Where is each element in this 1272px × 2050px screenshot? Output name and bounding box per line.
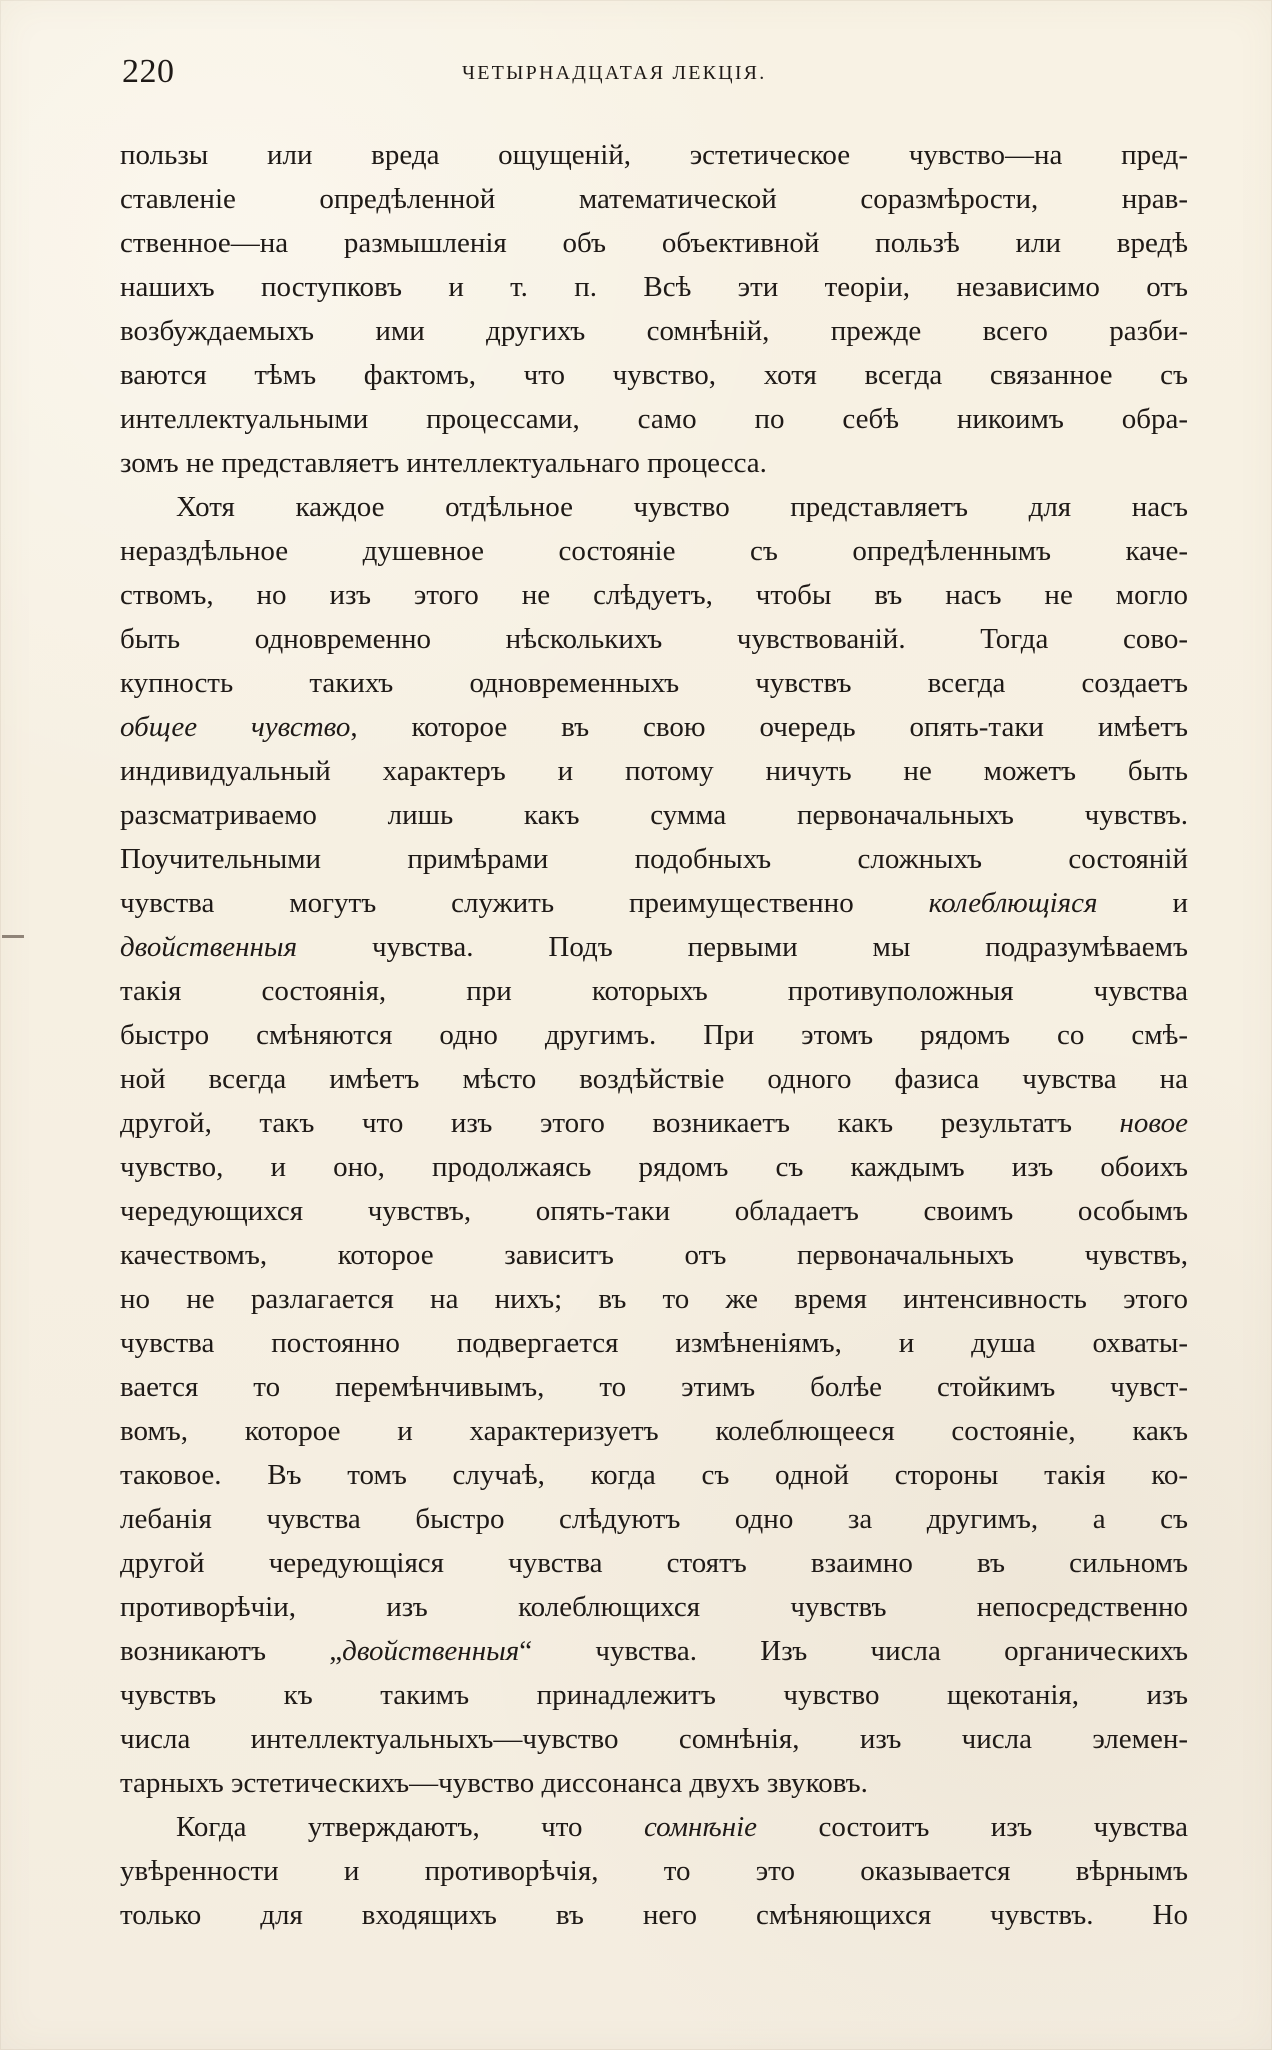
text-segment: но не разлагается на нихъ; въ то же время интенсивность этого	[120, 1283, 1188, 1315]
text-line	[120, 749, 1188, 793]
text-line	[120, 573, 1188, 617]
text-segment: нераздѣльное душевное состояніе съ опредѣленнымъ каче-	[120, 535, 1188, 567]
text-line	[120, 1717, 1188, 1761]
text-segment: чувства постоянно подвергается измѣненіямъ, и душа охваты-	[120, 1327, 1188, 1359]
text-segment: чувства. Подъ первыми мы подразумѣваемъ	[297, 931, 1188, 963]
text-segment: противорѣчіи, изъ колеблющихся чувствъ непосредственно	[120, 1591, 1188, 1623]
text-line	[120, 1057, 1188, 1101]
text-line	[120, 1497, 1188, 1541]
text-line	[120, 485, 1188, 529]
text-segment: быстро смѣняются одно другимъ. При этомъ рядомъ со смѣ-	[120, 1019, 1188, 1051]
text-segment: Поучительными примѣрами подобныхъ сложныхъ состояній	[120, 843, 1188, 875]
text-segment: только для входящихъ въ него смѣняющихся чувствъ. Но	[120, 1899, 1188, 1931]
italic-text-segment: двойственныя	[342, 1635, 520, 1667]
text-line	[120, 837, 1188, 881]
text-segment: ставленіе опредѣленной математической соразмѣрости, нрав-	[120, 183, 1188, 215]
text-segment: другой, такъ что изъ этого возникаетъ какъ результатъ	[120, 1107, 1120, 1139]
text-line	[120, 265, 1188, 309]
text-line	[120, 881, 1188, 925]
text-segment: состоитъ изъ чувства	[757, 1811, 1188, 1843]
italic-text-segment: общее чувство	[120, 711, 351, 743]
text-segment: , которое въ свою очередь опять-таки имѣетъ	[350, 711, 1188, 743]
text-line	[120, 1277, 1188, 1321]
text-segment: Когда утверждаютъ, что	[176, 1811, 644, 1843]
paragraph	[120, 1805, 1188, 1937]
text-segment: разсматриваемо лишь какъ сумма первоначальныхъ чувствъ.	[120, 799, 1188, 831]
text-line	[120, 925, 1188, 969]
text-line	[120, 441, 1188, 485]
text-line	[120, 1233, 1188, 1277]
text-line	[120, 1013, 1188, 1057]
text-segment: нашихъ поступковъ и т. п. Всѣ эти теоріи, независимо отъ	[120, 271, 1188, 303]
text-segment: вомъ, которое и характеризуетъ колеблющееся состояніе, какъ	[120, 1415, 1188, 1447]
text-segment: возникаютъ „	[120, 1635, 343, 1667]
text-line	[120, 1145, 1188, 1189]
page-number: 220	[122, 53, 175, 90]
page-body-text	[120, 133, 1188, 1937]
page-header	[122, 52, 1188, 92]
text-line	[120, 661, 1188, 705]
text-segment: индивидуальный характеръ и потому ничуть не можетъ быть	[120, 755, 1188, 787]
text-segment: ваются тѣмъ фактомъ, что чувство, хотя всегда связанное съ	[120, 359, 1188, 391]
text-segment: числа интеллектуальныхъ—чувство сомнѣнія, изъ числа элемен-	[120, 1723, 1188, 1755]
text-line	[120, 1453, 1188, 1497]
text-segment: такія состоянія, при которыхъ противуположныя чувства	[120, 975, 1188, 1007]
text-line	[120, 1541, 1188, 1585]
text-line	[120, 793, 1188, 837]
paragraph	[120, 133, 1188, 485]
text-line	[120, 1761, 1188, 1805]
text-line	[120, 353, 1188, 397]
italic-text-segment: новое	[1119, 1107, 1188, 1139]
text-segment: возбуждаемыхъ ими другихъ сомнѣній, прежде всего разби-	[120, 315, 1188, 347]
text-segment: чередующихся чувствъ, опять-таки обладаетъ своимъ особымъ	[120, 1195, 1188, 1227]
text-line	[120, 309, 1188, 353]
text-segment: пользы или вреда ощущеній, эстетическое чувство—на пред-	[120, 139, 1188, 171]
text-line	[120, 969, 1188, 1013]
paragraph	[120, 485, 1188, 1805]
text-line	[120, 133, 1188, 177]
text-segment: чувства могутъ служить преимущественно	[120, 887, 929, 919]
text-line	[120, 1101, 1188, 1145]
text-segment: чувство, и оно, продолжаясь рядомъ съ каждымъ изъ обоихъ	[120, 1151, 1188, 1183]
italic-text-segment: колеблющіяся	[928, 887, 1098, 919]
text-segment: таковое. Въ томъ случаѣ, когда съ одной стороны такія ко-	[120, 1459, 1188, 1491]
text-line	[120, 221, 1188, 265]
text-line	[120, 397, 1188, 441]
text-line	[120, 1409, 1188, 1453]
text-line	[120, 705, 1188, 749]
text-segment: другой чередующіяся чувства стоятъ взаимно въ сильномъ	[120, 1547, 1188, 1579]
text-segment: увѣренности и противорѣчія, то это оказывается вѣрнымъ	[120, 1855, 1188, 1887]
text-segment: чувствъ къ такимъ принадлежитъ чувство щекотанія, изъ	[120, 1679, 1188, 1711]
text-segment: вается то перемѣнчивымъ, то этимъ болѣе стойкимъ чувст-	[120, 1371, 1188, 1403]
text-line	[120, 1365, 1188, 1409]
text-segment: ственное—на размышленія объ объективной пользѣ или вредѣ	[120, 227, 1188, 259]
text-line	[120, 1629, 1188, 1673]
text-segment: лебанія чувства быстро слѣдуютъ одно за другимъ, а съ	[120, 1503, 1188, 1535]
text-segment: “ чувства. Изъ числа органическихъ	[519, 1635, 1188, 1667]
text-line	[120, 1673, 1188, 1717]
text-segment: быть одновременно нѣсколькихъ чувствованій. Тогда сово-	[120, 623, 1188, 655]
text-line	[120, 177, 1188, 221]
text-segment: ствомъ, но изъ этого не слѣдуетъ, чтобы въ насъ не могло	[120, 579, 1188, 611]
text-line	[120, 1893, 1188, 1937]
text-line	[120, 529, 1188, 573]
text-segment: интеллектуальными процессами, само по себѣ никоимъ обра-	[120, 403, 1188, 435]
text-segment: Хотя каждое отдѣльное чувство представляетъ для насъ	[176, 491, 1188, 523]
italic-text-segment: сомнѣніе	[643, 1811, 758, 1843]
text-segment: зомъ не представляетъ интеллектуальнаго процесса.	[120, 447, 767, 479]
text-line	[120, 1321, 1188, 1365]
text-segment: купность такихъ одновременныхъ чувствъ всегда создаетъ	[120, 667, 1188, 699]
text-line	[120, 1849, 1188, 1893]
running-title: ЧЕТЫРНАДЦАТАЯ ЛЕКЦІЯ.	[462, 62, 767, 84]
italic-text-segment: двойственныя	[120, 931, 298, 963]
text-segment: качествомъ, которое зависитъ отъ первоначальныхъ чувствъ,	[120, 1239, 1188, 1271]
text-line	[120, 1189, 1188, 1233]
text-segment: тарныхъ эстетическихъ—чувство диссонанса двухъ звуковъ.	[120, 1767, 868, 1799]
text-line	[120, 617, 1188, 661]
text-line	[120, 1805, 1188, 1849]
text-segment: и	[1097, 887, 1188, 919]
text-segment: ной всегда имѣетъ мѣсто воздѣйствіе одного фазиса чувства на	[120, 1063, 1188, 1095]
text-line	[120, 1585, 1188, 1629]
margin-mark	[2, 935, 24, 938]
